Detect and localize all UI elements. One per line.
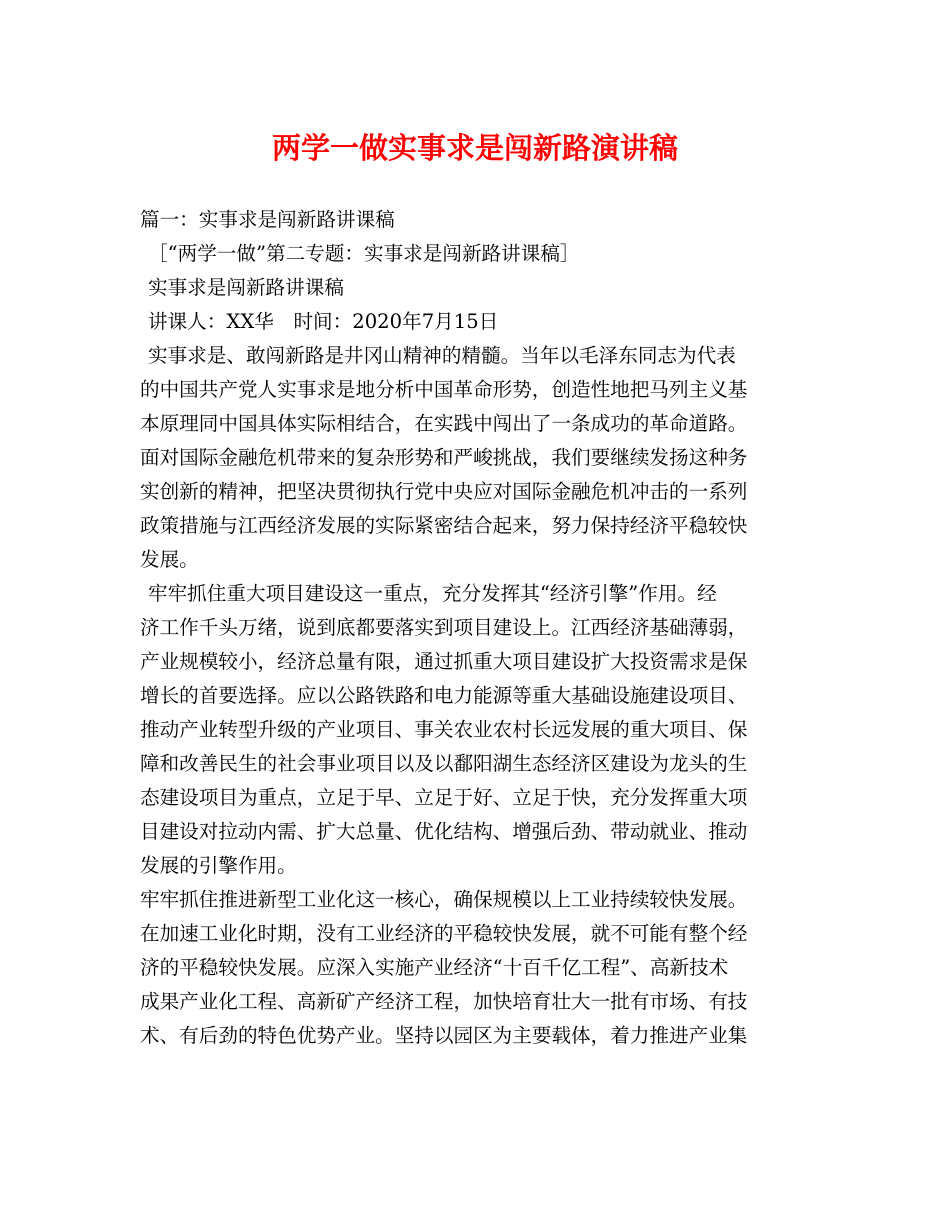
- paragraph-line: 在加速工业化时期，没有工业经济的平稳较快发展，就不可能有整个经: [140, 922, 748, 945]
- paragraph-line: 济的平稳较快发展。应深入实施产业经济“十百千亿工程”、高新技术: [140, 956, 729, 979]
- paragraph-line: 讲课人：XX华 时间：2020年7月15日: [148, 310, 499, 333]
- paragraph-line: 实创新的精神，把坚决贯彻执行党中央应对国际金融危机冲击的一系列: [140, 480, 748, 503]
- paragraph-line: 面对国际金融危机带来的复杂形势和严峻挑战，我们要继续发扬这种务: [140, 446, 748, 469]
- document-title: 两学一做实事求是闯新路演讲稿: [271, 131, 678, 165]
- paragraph-line: 目建设对拉动内需、扩大总量、优化结构、增强后劲、带动就业、推动: [140, 820, 748, 843]
- paragraph-line: 实事求是、敢闯新路是井冈山精神的精髓。当年以毛泽东同志为代表: [148, 344, 736, 367]
- paragraph-line: 产业规模较小，经济总量有限，通过抓重大项目建设扩大投资需求是保: [140, 650, 748, 673]
- paragraph-line: 术、有后劲的特色优势产业。坚持以园区为主要载体，着力推进产业集: [140, 1024, 748, 1047]
- paragraph-line: 牢牢抓住推进新型工业化这一核心，确保规模以上工业持续较快发展。: [140, 888, 748, 911]
- paragraph-line: 态建设项目为重点，立足于早、立足于好、立足于快，充分发挥重大项: [140, 786, 748, 809]
- paragraph-line: 发展。: [140, 548, 199, 571]
- paragraph-line: 牢牢抓住重大项目建设这一重点，充分发挥其“经济引擎”作用。经: [148, 582, 717, 605]
- section-heading: 篇一：实事求是闯新路讲课稿: [140, 208, 395, 231]
- paragraph-line: 济工作千头万绪，说到底都要落实到项目建设上。江西经济基础薄弱，: [140, 616, 748, 639]
- paragraph-line: 的中国共产党人实事求是地分析中国革命形势，创造性地把马列主义基: [140, 378, 748, 401]
- paragraph-line: 增长的首要选择。应以公路铁路和电力能源等重大基础设施建设项目、: [140, 684, 748, 707]
- paragraph-line: 发展的引擎作用。: [140, 854, 297, 877]
- paragraph-line: 推动产业转型升级的产业项目、事关农业农村长远发展的重大项目、保: [140, 718, 748, 741]
- paragraph-line: 本原理同中国具体实际相结合，在实践中闯出了一条成功的革命道路。: [140, 412, 748, 435]
- document-body: [140, 203, 816, 1053]
- paragraph-line: ［“两学一做”第二专题：实事求是闯新路讲课稿］: [148, 242, 580, 265]
- paragraph-line: 实事求是闯新路讲课稿: [148, 276, 344, 299]
- paragraph-line: 政策措施与江西经济发展的实际紧密结合起来，努力保持经济平稳较快: [140, 514, 748, 537]
- paragraph-line: 障和改善民生的社会事业项目以及以鄱阳湖生态经济区建设为龙头的生: [140, 752, 748, 775]
- paragraph-line: 成果产业化工程、高新矿产经济工程，加快培育壮大一批有市场、有技: [140, 990, 748, 1013]
